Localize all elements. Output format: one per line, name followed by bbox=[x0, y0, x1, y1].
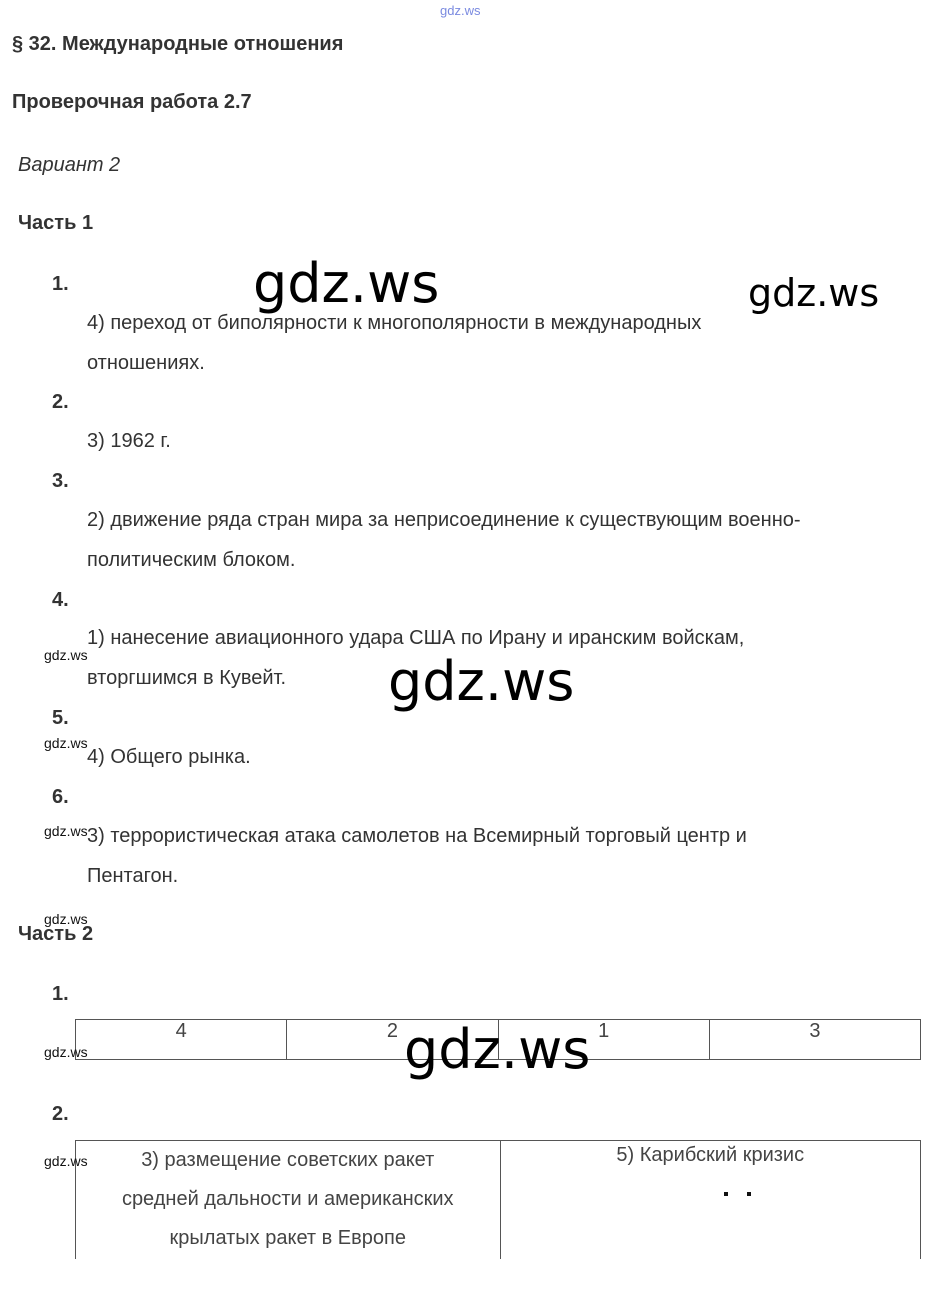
dot-mark bbox=[724, 1192, 728, 1196]
watermark-small: gdz.ws bbox=[44, 911, 88, 927]
answer-line: 4) Общего рынка. bbox=[87, 746, 251, 768]
cell-line: крылатых ракет в Европе bbox=[169, 1227, 406, 1249]
item-number: 2. bbox=[52, 391, 69, 413]
answer-line: политическим блоком. bbox=[87, 549, 296, 571]
watermark-small: gdz.ws bbox=[44, 735, 88, 751]
cell-line: средней дальности и американских bbox=[121, 1188, 454, 1210]
table-cell: 2 bbox=[287, 1020, 498, 1060]
table-cell: 3 bbox=[709, 1020, 920, 1060]
answer-line: 3) террористическая атака самолетов на Всемирный торговый центр и bbox=[87, 825, 747, 847]
variant-label: Вариант 2 bbox=[18, 154, 121, 176]
table-cell: 1 bbox=[498, 1020, 709, 1060]
answer-line: Пентагон. bbox=[87, 865, 179, 887]
answer-table-2 bbox=[75, 1140, 921, 1259]
answer-line: 1) нанесение авиационного удара США по Ирану и иранским войскам, bbox=[87, 627, 745, 649]
part1-title: Часть 1 bbox=[18, 212, 94, 234]
watermark-large: gdz.ws bbox=[748, 271, 880, 315]
watermark-small: gdz.ws bbox=[44, 823, 88, 839]
item-number: 6. bbox=[52, 786, 69, 808]
item-number: 2. bbox=[52, 1103, 69, 1125]
cell-line: 5) Карибский кризис bbox=[616, 1144, 805, 1166]
watermark-large: gdz.ws bbox=[388, 650, 575, 713]
part2-title: Часть 2 bbox=[18, 923, 94, 945]
watermark-small: gdz.ws bbox=[44, 1044, 88, 1060]
table-cell-left bbox=[76, 1141, 501, 1259]
item-number: 5. bbox=[52, 707, 69, 729]
watermark-small: gdz.ws bbox=[44, 1153, 88, 1169]
table-cell-right bbox=[500, 1141, 920, 1259]
watermark-small: gdz.ws bbox=[44, 647, 88, 663]
table-cell: 4 bbox=[76, 1020, 287, 1060]
answer-line: вторгшимся в Кувейт. bbox=[87, 667, 287, 689]
watermark-top: gdz.ws bbox=[440, 3, 481, 18]
answer-line: 4) переход от биполярности к многополярности в международных bbox=[87, 312, 702, 334]
item-number: 4. bbox=[52, 589, 69, 611]
paragraph-title: § 32. Международные отношения bbox=[12, 33, 344, 55]
answer-line: отношениях. bbox=[87, 352, 205, 374]
cell-line: 3) размещение советских ракет bbox=[141, 1149, 435, 1171]
item-number: 1. bbox=[52, 273, 69, 295]
answer-line: 3) 1962 г. bbox=[87, 430, 171, 452]
item-number: 3. bbox=[52, 470, 69, 492]
work-title: Проверочная работа 2.7 bbox=[12, 91, 252, 113]
dot-mark bbox=[747, 1192, 751, 1196]
watermark-large: gdz.ws bbox=[404, 1018, 591, 1081]
item-number: 1. bbox=[52, 983, 69, 1005]
answer-line: 2) движение ряда стран мира за неприсоединение к существующим военно- bbox=[87, 509, 801, 531]
watermark-large: gdz.ws bbox=[253, 252, 440, 315]
